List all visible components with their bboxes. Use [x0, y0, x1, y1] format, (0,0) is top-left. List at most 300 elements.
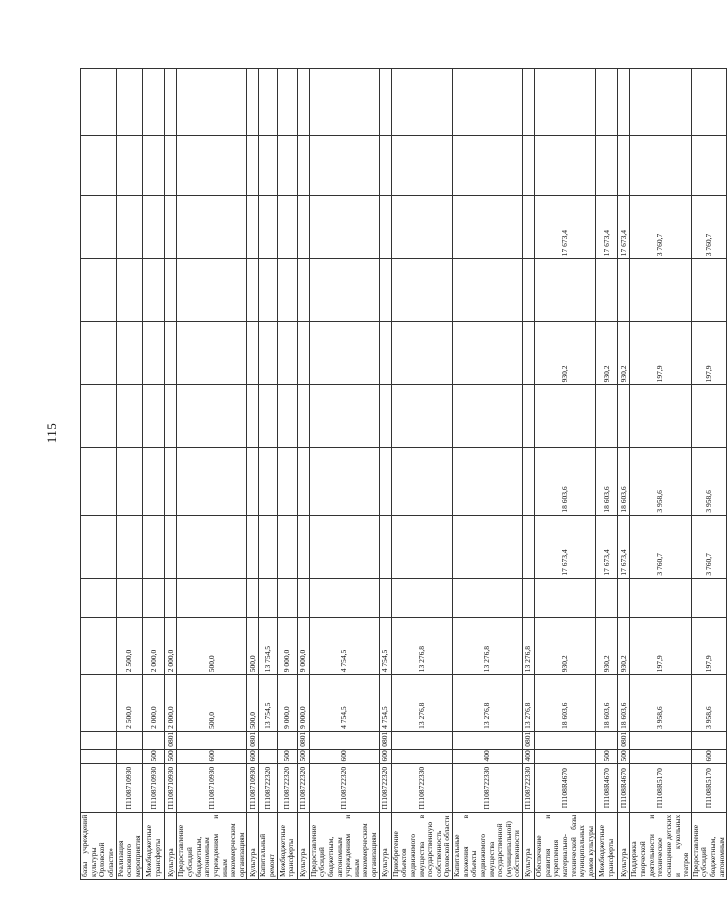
empty-cell: [177, 136, 247, 196]
vr-code-cell: [259, 749, 277, 764]
kcsr-code-cell: П1108710930: [165, 764, 177, 812]
total-amount-cell: 3 958,6: [691, 675, 727, 732]
amount-cell: [453, 448, 523, 515]
row-name-cell: Культура: [247, 812, 259, 879]
amount-cell: [259, 259, 277, 322]
row-name-cell: Культура: [379, 812, 391, 879]
row-name-cell: Приобретение объектов недвижимого имущества в государственную собственность Орловской области: [391, 812, 452, 879]
table-row: [259, 69, 277, 880]
empty-cell: [309, 136, 379, 196]
vr-code-cell: 500: [297, 749, 309, 764]
page-number: 115: [44, 422, 59, 444]
amount-cell: [379, 578, 391, 618]
amount-cell: [247, 259, 259, 322]
amount-cell: 3 760,7: [630, 196, 691, 259]
amount-cell: [247, 515, 259, 578]
empty-cell: [116, 136, 143, 196]
amount-cell: 9 000,0: [297, 618, 309, 675]
amount-cell: [116, 196, 143, 259]
empty-cell: [453, 69, 523, 136]
amount-cell: 197,9: [630, 618, 691, 675]
row-name-cell: Предоставление субсидий бюджетным, автономным учреждениям и иным некоммерческим организациям: [309, 812, 379, 879]
amount-cell: [177, 196, 247, 259]
empty-cell: [535, 136, 596, 196]
table-row: [165, 69, 177, 880]
empty-cell: [630, 69, 691, 136]
amount-cell: [391, 448, 452, 515]
table-row: [535, 69, 596, 880]
total-amount-cell: 4 754,5: [309, 675, 379, 732]
amount-cell: [143, 385, 165, 448]
amount-cell: [379, 448, 391, 515]
amount-cell: 4 754,5: [379, 618, 391, 675]
amount-cell: [116, 515, 143, 578]
empty-cell: [535, 69, 596, 136]
amount-cell: [596, 259, 618, 322]
amount-cell: [277, 196, 297, 259]
amount-cell: [453, 515, 523, 578]
total-amount-cell: 18 603,6: [596, 675, 618, 732]
table-row: [247, 69, 259, 880]
amount-cell: [297, 448, 309, 515]
rz-code-cell: [259, 731, 277, 749]
budget-table-frame: [80, 68, 726, 880]
amount-cell: [523, 515, 535, 578]
amount-cell: [535, 385, 596, 448]
amount-cell: 930,2: [596, 322, 618, 385]
amount-cell: 17 673,4: [618, 515, 630, 578]
vr-code-cell: 400: [453, 749, 523, 764]
amount-cell: 13 276,8: [453, 618, 523, 675]
amount-cell: [247, 385, 259, 448]
vr-code-cell: [535, 749, 596, 764]
amount-cell: [453, 259, 523, 322]
amount-cell: [391, 385, 452, 448]
amount-cell: [630, 385, 691, 448]
amount-cell: [309, 322, 379, 385]
empty-cell: [630, 136, 691, 196]
total-amount-cell: 18 603,6: [535, 675, 596, 732]
amount-cell: [391, 259, 452, 322]
amount-cell: 3 760,7: [630, 515, 691, 578]
amount-cell: [165, 385, 177, 448]
amount-cell: [143, 515, 165, 578]
amount-cell: [391, 515, 452, 578]
total-amount-cell: 13 276,8: [453, 675, 523, 732]
amount-cell: 18 603,6: [618, 448, 630, 515]
kcsr-code-cell: П1108722330: [523, 764, 535, 812]
amount-cell: 930,2: [596, 618, 618, 675]
amount-cell: 2 500,0: [116, 618, 143, 675]
vr-code-cell: [116, 749, 143, 764]
amount-cell: [165, 448, 177, 515]
amount-cell: 17 673,4: [596, 515, 618, 578]
vr-code-cell: 600: [309, 749, 379, 764]
amount-cell: 2 000,0: [143, 618, 165, 675]
empty-cell: [618, 69, 630, 136]
rz-code-cell: [116, 731, 143, 749]
amount-cell: 500,0: [247, 618, 259, 675]
amount-cell: [277, 578, 297, 618]
empty-cell: [391, 69, 452, 136]
amount-cell: 17 673,4: [535, 196, 596, 259]
amount-cell: [453, 385, 523, 448]
total-amount-cell: 3 958,6: [630, 675, 691, 732]
kcsr-code-cell: П1108R5170: [691, 764, 727, 812]
amount-cell: 13 754,5: [259, 618, 277, 675]
amount-cell: [116, 322, 143, 385]
kcsr-code-cell: П1108722330: [453, 764, 523, 812]
amount-cell: [177, 448, 247, 515]
amount-cell: 3 958,6: [630, 448, 691, 515]
empty-cell: [297, 136, 309, 196]
amount-cell: [391, 196, 452, 259]
budget-table: [80, 68, 727, 880]
amount-cell: [309, 259, 379, 322]
table-row: [297, 69, 309, 880]
row-name-cell: Капитальный ремонт: [259, 812, 277, 879]
vr-code-cell: 600: [691, 749, 727, 764]
amount-cell: [259, 448, 277, 515]
kcsr-code-cell: П1108722320: [277, 764, 297, 812]
row-name-cell: Межбюджетные трансферты: [277, 812, 297, 879]
table-row: [691, 69, 727, 880]
table-row: [453, 69, 523, 880]
empty-cell: [177, 69, 247, 136]
amount-cell: [143, 196, 165, 259]
amount-cell: [691, 259, 727, 322]
amount-cell: [177, 385, 247, 448]
amount-cell: [259, 196, 277, 259]
amount-cell: 930,2: [535, 322, 596, 385]
amount-cell: [453, 196, 523, 259]
total-amount-cell: 18 603,6: [618, 675, 630, 732]
amount-cell: [523, 385, 535, 448]
rz-code-cell: [535, 731, 596, 749]
kcsr-code-cell: П1108710930: [177, 764, 247, 812]
amount-cell: [379, 322, 391, 385]
amount-cell: [247, 448, 259, 515]
table-row: [523, 69, 535, 880]
amount-cell: 3 958,6: [691, 448, 727, 515]
empty-cell: [691, 136, 727, 196]
table-row: [630, 69, 691, 880]
rz-code-cell: [81, 731, 117, 749]
amount-cell: [618, 385, 630, 448]
amount-cell: [177, 515, 247, 578]
amount-cell: [309, 385, 379, 448]
vr-code-cell: 600: [247, 749, 259, 764]
empty-cell: [81, 69, 117, 136]
kcsr-code-cell: П1108722330: [391, 764, 452, 812]
rz-code-cell: [453, 731, 523, 749]
kcsr-code-cell: П1108R4670: [596, 764, 618, 812]
empty-cell: [143, 69, 165, 136]
amount-cell: [523, 196, 535, 259]
rz-code-cell: 0801: [618, 731, 630, 749]
row-name-cell: Культура: [618, 812, 630, 879]
amount-cell: 9 000,0: [277, 618, 297, 675]
amount-cell: [116, 448, 143, 515]
amount-cell: [247, 578, 259, 618]
amount-cell: 197,9: [691, 322, 727, 385]
amount-cell: [535, 578, 596, 618]
amount-cell: [523, 322, 535, 385]
table-row: [618, 69, 630, 880]
total-amount-cell: 13 276,8: [523, 675, 535, 732]
kcsr-code-cell: П1108722320: [379, 764, 391, 812]
amount-cell: [379, 515, 391, 578]
row-name-cell: Межбюджетные трансферты: [596, 812, 618, 879]
amount-cell: 930,2: [535, 618, 596, 675]
amount-cell: [259, 385, 277, 448]
amount-cell: [309, 196, 379, 259]
amount-cell: [116, 385, 143, 448]
rz-code-cell: [177, 731, 247, 749]
row-name-cell: Реализация основного мероприятия: [116, 812, 143, 879]
vr-code-cell: 500: [596, 749, 618, 764]
amount-cell: [165, 578, 177, 618]
amount-cell: [259, 515, 277, 578]
row-name-cell: базы учреждений культуры Орловской области»: [81, 812, 117, 879]
rz-code-cell: [596, 731, 618, 749]
rz-code-cell: 0801: [247, 731, 259, 749]
amount-cell: 4 754,5: [309, 618, 379, 675]
row-name-cell: Межбюджетные трансферты: [143, 812, 165, 879]
amount-cell: 500,0: [177, 618, 247, 675]
kcsr-code-cell: П1108710930: [247, 764, 259, 812]
kcsr-code-cell: П1108722320: [297, 764, 309, 812]
amount-cell: [691, 385, 727, 448]
kcsr-code-cell: П1108R5170: [630, 764, 691, 812]
amount-cell: [81, 515, 117, 578]
amount-cell: [177, 578, 247, 618]
amount-cell: 18 603,6: [596, 448, 618, 515]
amount-cell: [391, 322, 452, 385]
empty-cell: [277, 69, 297, 136]
empty-cell: [379, 69, 391, 136]
vr-code-cell: 500: [143, 749, 165, 764]
vr-code-cell: 500: [277, 749, 297, 764]
amount-cell: 197,9: [630, 322, 691, 385]
amount-cell: [277, 259, 297, 322]
table-row: [596, 69, 618, 880]
empty-cell: [596, 136, 618, 196]
kcsr-code-cell: П1108R4670: [618, 764, 630, 812]
vr-code-cell: 500: [165, 749, 177, 764]
amount-cell: [165, 515, 177, 578]
empty-cell: [596, 69, 618, 136]
empty-cell: [165, 136, 177, 196]
kcsr-code-cell: П1108710930: [143, 764, 165, 812]
amount-cell: [297, 578, 309, 618]
amount-cell: [630, 578, 691, 618]
vr-code-cell: 600: [177, 749, 247, 764]
table-row: [81, 69, 117, 880]
total-amount-cell: 2 500,0: [116, 675, 143, 732]
amount-cell: [81, 322, 117, 385]
table-row: [177, 69, 247, 880]
kcsr-code-cell: П1108722320: [259, 764, 277, 812]
empty-cell: [379, 136, 391, 196]
amount-cell: [143, 259, 165, 322]
amount-cell: [618, 259, 630, 322]
amount-cell: [379, 196, 391, 259]
amount-cell: [391, 578, 452, 618]
row-name-cell: Культура: [297, 812, 309, 879]
amount-cell: [297, 385, 309, 448]
total-amount-cell: 9 000,0: [277, 675, 297, 732]
row-name-cell: Предоставление субсидий бюджетным, автономным: [691, 812, 727, 879]
amount-cell: 17 673,4: [618, 196, 630, 259]
empty-cell: [691, 69, 727, 136]
empty-cell: [309, 69, 379, 136]
amount-cell: [177, 322, 247, 385]
empty-cell: [259, 136, 277, 196]
total-amount-cell: 500,0: [177, 675, 247, 732]
amount-cell: [523, 259, 535, 322]
total-amount-cell: 13 754,5: [259, 675, 277, 732]
total-amount-cell: 9 000,0: [297, 675, 309, 732]
amount-cell: [630, 259, 691, 322]
amount-cell: 17 673,4: [596, 196, 618, 259]
amount-cell: [277, 385, 297, 448]
rz-code-cell: 0801: [379, 731, 391, 749]
amount-cell: [116, 259, 143, 322]
table-row: [143, 69, 165, 880]
amount-cell: [165, 196, 177, 259]
kcsr-code-cell: [81, 764, 117, 812]
vr-code-cell: 600: [379, 749, 391, 764]
rz-code-cell: [143, 731, 165, 749]
amount-cell: 3 760,7: [691, 196, 727, 259]
amount-cell: [297, 259, 309, 322]
rz-code-cell: 0801: [523, 731, 535, 749]
empty-cell: [523, 136, 535, 196]
table-row: [379, 69, 391, 880]
vr-code-cell: [81, 749, 117, 764]
amount-cell: [297, 196, 309, 259]
vr-code-cell: [630, 749, 691, 764]
amount-cell: [596, 385, 618, 448]
total-amount-cell: 500,0: [247, 675, 259, 732]
amount-cell: [143, 448, 165, 515]
total-amount-cell: 2 000,0: [143, 675, 165, 732]
amount-cell: [81, 578, 117, 618]
amount-cell: [618, 578, 630, 618]
amount-cell: [535, 259, 596, 322]
row-name-cell: Предоставление субсидий бюджетным, автономным учреждениям и иным некоммерческим организациям: [177, 812, 247, 879]
amount-cell: 2 000,0: [165, 618, 177, 675]
rz-code-cell: [277, 731, 297, 749]
amount-cell: [81, 618, 117, 675]
rz-code-cell: [691, 731, 727, 749]
table-row: [391, 69, 452, 880]
total-amount-cell: 2 000,0: [165, 675, 177, 732]
amount-cell: [116, 578, 143, 618]
amount-cell: [277, 515, 297, 578]
vr-code-cell: 400: [523, 749, 535, 764]
amount-cell: [309, 578, 379, 618]
amount-cell: [309, 515, 379, 578]
amount-cell: 930,2: [618, 618, 630, 675]
empty-cell: [523, 69, 535, 136]
empty-cell: [297, 69, 309, 136]
empty-cell: [618, 136, 630, 196]
empty-cell: [247, 136, 259, 196]
row-name-cell: Поддержка творческой деятельности и техническое оснащение детских и кукольных театров: [630, 812, 691, 879]
row-name-cell: Обеспечение развития и укрепления материально-технической базы муниципальных домов культуры: [535, 812, 596, 879]
kcsr-code-cell: П1108710930: [116, 764, 143, 812]
amount-cell: [247, 196, 259, 259]
amount-cell: [165, 259, 177, 322]
amount-cell: [453, 322, 523, 385]
amount-cell: [691, 578, 727, 618]
amount-cell: [177, 259, 247, 322]
amount-cell: 17 673,4: [535, 515, 596, 578]
empty-cell: [391, 136, 452, 196]
amount-cell: [379, 259, 391, 322]
amount-cell: [81, 385, 117, 448]
amount-cell: 3 760,7: [691, 515, 727, 578]
amount-cell: [309, 448, 379, 515]
amount-cell: [259, 322, 277, 385]
empty-cell: [247, 69, 259, 136]
empty-cell: [277, 136, 297, 196]
amount-cell: 18 603,6: [535, 448, 596, 515]
empty-cell: [165, 69, 177, 136]
kcsr-code-cell: П1108R4670: [535, 764, 596, 812]
amount-cell: [259, 578, 277, 618]
total-amount-cell: 4 754,5: [379, 675, 391, 732]
amount-cell: [596, 578, 618, 618]
amount-cell: [81, 196, 117, 259]
amount-cell: 13 276,8: [523, 618, 535, 675]
amount-cell: [81, 448, 117, 515]
rz-code-cell: 0801: [165, 731, 177, 749]
empty-cell: [143, 136, 165, 196]
amount-cell: [379, 385, 391, 448]
row-name-cell: Капитальные вложения в объекты недвижимого имущества государственной (муниципальной) собственности: [453, 812, 523, 879]
budget-table-body: [81, 69, 727, 880]
row-name-cell: Культура: [165, 812, 177, 879]
table-row: [116, 69, 143, 880]
amount-cell: [453, 578, 523, 618]
rz-code-cell: [309, 731, 379, 749]
row-name-cell: Культура: [523, 812, 535, 879]
empty-cell: [81, 136, 117, 196]
amount-cell: [143, 322, 165, 385]
table-row: [309, 69, 379, 880]
amount-cell: [297, 515, 309, 578]
kcsr-code-cell: П1108722320: [309, 764, 379, 812]
total-amount-cell: 13 276,8: [391, 675, 452, 732]
amount-cell: 930,2: [618, 322, 630, 385]
table-row: [277, 69, 297, 880]
amount-cell: [277, 448, 297, 515]
empty-cell: [259, 69, 277, 136]
amount-cell: [277, 322, 297, 385]
amount-cell: [523, 448, 535, 515]
vr-code-cell: [391, 749, 452, 764]
vr-code-cell: 500: [618, 749, 630, 764]
amount-cell: 197,9: [691, 618, 727, 675]
empty-cell: [453, 136, 523, 196]
amount-cell: [523, 578, 535, 618]
amount-cell: [247, 322, 259, 385]
amount-cell: [297, 322, 309, 385]
rz-code-cell: 0801: [297, 731, 309, 749]
